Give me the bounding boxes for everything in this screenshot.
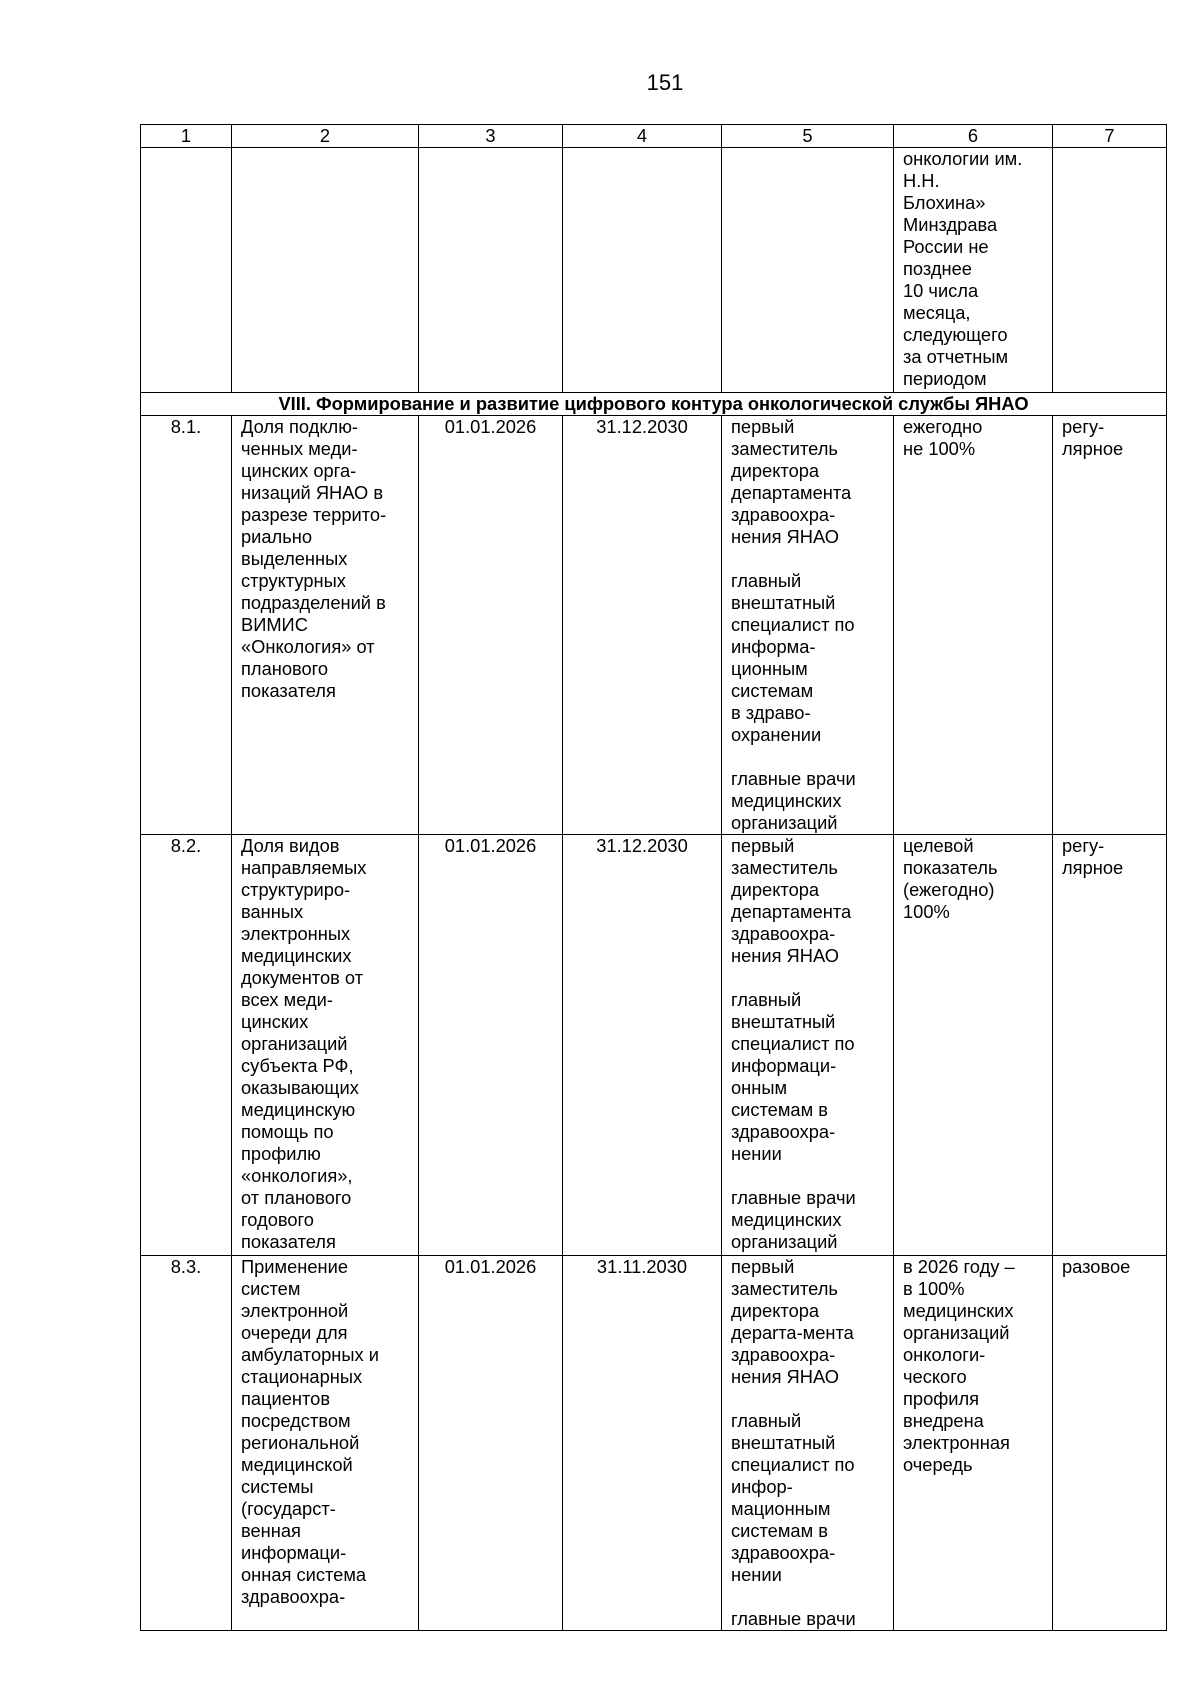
row-number: 8.1.	[141, 416, 232, 835]
indicator: ежегодно не 100%	[894, 416, 1053, 835]
section-heading-row	[141, 393, 1167, 416]
responsible: первый заместитель директора департамента здравоохра- нения ЯНАО главный внештатный специалист по информа- ционным системам в здраво- охранении главные врачи медицинских организаций	[722, 416, 894, 835]
cont-cell-indicator: онкологии им. Н.Н. Блохина» Минздрава России не позднее 10 числа месяца, следующего за отчетным периодом	[894, 148, 1053, 393]
header-col-2: 2	[232, 125, 419, 148]
measures-table	[140, 124, 1167, 1631]
cont-cell-5	[722, 148, 894, 393]
start-date: 01.01.2026	[419, 835, 563, 1256]
table-row	[141, 1256, 1167, 1631]
start-date: 01.01.2026	[419, 1256, 563, 1631]
cont-cell-4	[563, 148, 722, 393]
end-date: 31.11.2030	[563, 1256, 722, 1631]
header-col-7: 7	[1053, 125, 1167, 148]
header-col-6: 6	[894, 125, 1053, 148]
cont-cell-7	[1053, 148, 1167, 393]
end-date: 31.12.2030	[563, 835, 722, 1256]
row-number: 8.2.	[141, 835, 232, 1256]
header-col-3: 3	[419, 125, 563, 148]
measure-name: Доля видов направляемых структуриро- ванных электронных медицинских документов от всех меди- цинских организаций субъекта РФ, оказывающих медицинскую помощь по профилю «онкология», от планового годового показателя	[232, 835, 419, 1256]
measure-name: Применение систем электронной очереди для амбулаторных и стационарных пациентов посредством региональной медицинской системы (государст- венная информаци- онная система здравоохра-	[232, 1256, 419, 1631]
indicator: в 2026 году – в 100% медицинских организаций онкологи- ческого профиля внедрена электронная очередь	[894, 1256, 1053, 1631]
cont-cell-2	[232, 148, 419, 393]
measure-name: Доля подклю- ченных меди- цинских орга- низаций ЯНАО в разрезе террито- риально выделенных структурных подразделений в ВИМИС «Онкология» от планового показателя	[232, 416, 419, 835]
cont-cell-3	[419, 148, 563, 393]
column-number-header-row	[141, 125, 1167, 148]
header-col-5: 5	[722, 125, 894, 148]
start-date: 01.01.2026	[419, 416, 563, 835]
header-col-1: 1	[141, 125, 232, 148]
table-row	[141, 835, 1167, 1256]
end-date: 31.12.2030	[563, 416, 722, 835]
cont-cell-1	[141, 148, 232, 393]
measure-type: регу- лярное	[1053, 835, 1167, 1256]
header-col-4: 4	[563, 125, 722, 148]
measure-type: разовое	[1053, 1256, 1167, 1631]
page-number: 151	[646, 70, 684, 95]
section-title: VIII. Формирование и развитие цифрового контура онкологической службы ЯНАО	[141, 393, 1167, 416]
measure-type: регу- лярное	[1053, 416, 1167, 835]
table-row	[141, 416, 1167, 835]
indicator: целевой показатель (ежегодно) 100%	[894, 835, 1053, 1256]
continuation-row	[141, 148, 1167, 393]
responsible: первый заместитель директора департамента здравоохра- нения ЯНАО главный внештатный специалист по информаци- онным системам в здравоохра- нении главные врачи медицинских организаций	[722, 835, 894, 1256]
row-number: 8.3.	[141, 1256, 232, 1631]
responsible: первый заместитель директора деparта-мента здравоохра- нения ЯНАО главный внештатный специалист по инфор- мационным системам в здравоохра- нении главные врачи	[722, 1256, 894, 1631]
